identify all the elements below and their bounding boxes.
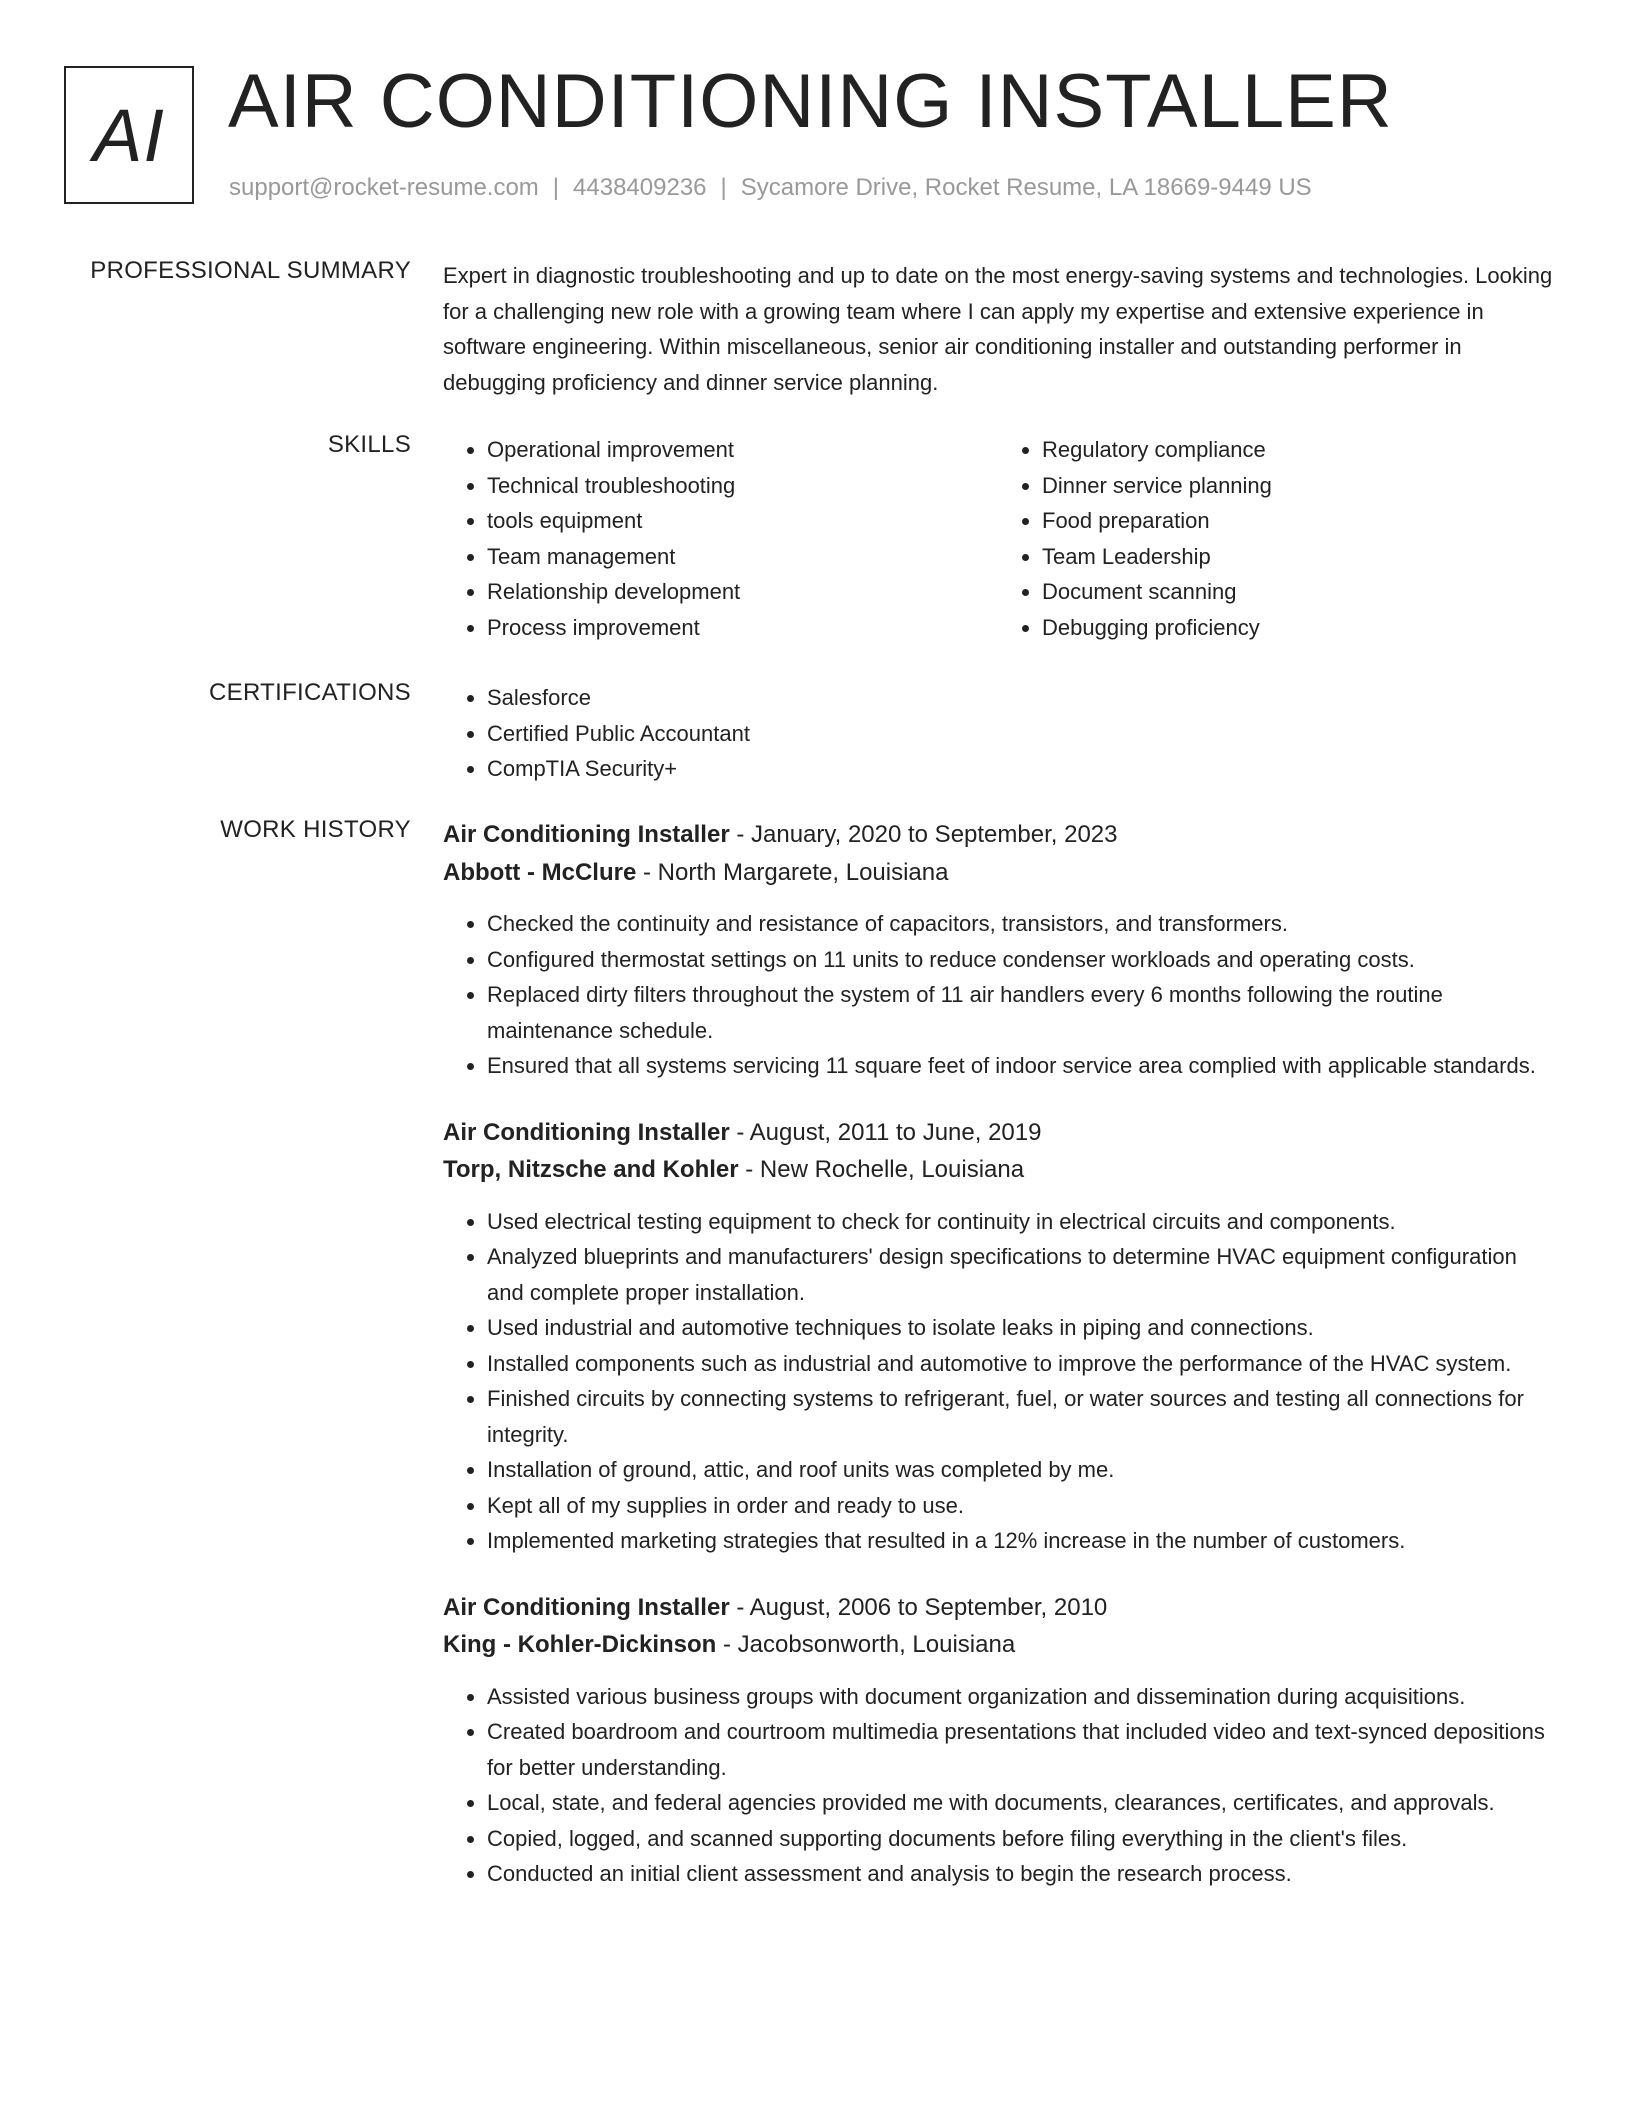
job-company: Abbott - McClure [443, 858, 637, 886]
job-bullet: • Assisted various business groups with document organization and dissemination during acquisitions. [487, 1679, 1553, 1715]
job-bullet: • Local, state, and federal agencies provided me with documents, clearances, certificates, and approvals. [487, 1785, 1553, 1821]
job-bullets [443, 1204, 1553, 1559]
skill-item: • Technical troubleshooting [487, 468, 998, 504]
skill-item: • Dinner service planning [1042, 468, 1553, 504]
contact-email[interactable]: support@rocket-resume.com [229, 174, 539, 201]
job-title-line [443, 816, 1553, 854]
contact-separator: | [720, 174, 727, 201]
skill-item: • Team Leadership [1042, 539, 1553, 575]
certification-item: • Certified Public Accountant [487, 716, 1553, 752]
skill-item: • Regulatory compliance [1042, 432, 1553, 468]
job-company-line [443, 1626, 1553, 1664]
job-bullets [443, 1679, 1553, 1892]
job-bullet: • Analyzed blueprints and manufacturers' design specifications to determine HVAC equipment configuration and complete proper installation. [487, 1239, 1553, 1310]
job-title: Air Conditioning Installer [443, 1593, 730, 1621]
section-label-work-history: WORK HISTORY [220, 816, 411, 843]
job-company-line [443, 854, 1553, 892]
job-bullet: • Finished circuits by connecting systems to refrigerant, fuel, or water sources and testing all connections for integrity. [487, 1381, 1553, 1452]
job-title: Air Conditioning Installer [443, 821, 730, 848]
skill-item: • tools equipment [487, 503, 998, 539]
job-bullet: • Ensured that all systems servicing 11 square feet of indoor service area complied with applicable standards. [487, 1048, 1553, 1084]
job-location: - North Margarete, Louisiana [636, 858, 949, 886]
job-company-line [443, 1151, 1553, 1189]
job-title: Air Conditioning Installer [443, 1118, 730, 1146]
job-bullet: • Used electrical testing equipment to check for continuity in electrical circuits and components. [487, 1204, 1553, 1240]
job-bullet: • Used industrial and automotive techniques to isolate leaks in piping and connections. [487, 1310, 1553, 1346]
job-bullet: • Installation of ground, attic, and roof units was completed by me. [487, 1452, 1553, 1488]
job-title-line [443, 1589, 1553, 1627]
job-bullet: • Conducted an initial client assessment and analysis to begin the research process. [487, 1856, 1553, 1892]
summary-body [443, 258, 1553, 400]
skills-list-left [443, 432, 998, 645]
job-dates: - August, 2006 to September, 2010 [729, 1593, 1108, 1621]
job-company: King - Kohler-Dickinson [443, 1631, 717, 1658]
work-history-body [443, 816, 1553, 1922]
contact-separator: | [552, 174, 560, 201]
job-bullet: • Checked the continuity and resistance of capacitors, transistors, and transformers. [487, 906, 1553, 942]
skill-item: • Process improvement [487, 610, 998, 646]
section-label-skills: SKILLS [327, 431, 411, 458]
job-entry [443, 1589, 1553, 1892]
job-bullet: • Copied, logged, and scanned supporting documents before filing everything in the client's files. [487, 1821, 1553, 1857]
job-dates: - January, 2020 to September, 2023 [729, 821, 1118, 848]
skill-item: • Debugging proficiency [1042, 610, 1553, 646]
resume-title: AIR CONDITIONING INSTALLER [228, 59, 1393, 144]
job-bullet: • Implemented marketing strategies that resulted in a 12% increase in the number of customers. [487, 1523, 1553, 1559]
job-title-line [443, 1114, 1553, 1152]
skill-item: • Team management [487, 539, 998, 575]
certification-item: • Salesforce [487, 680, 1553, 716]
section-label-certifications: CERTIFICATIONS [209, 679, 411, 706]
job-bullet: • Created boardroom and courtroom multimedia presentations that included video and text-synced depositions for better understanding. [487, 1714, 1553, 1785]
job-bullet: • Kept all of my supplies in order and ready to use. [487, 1488, 1553, 1524]
job-company: Torp, Nitzsche and Kohler [443, 1156, 739, 1183]
certifications-body [443, 680, 1553, 787]
job-location: - Jacobsonworth, Louisiana [716, 1631, 1016, 1658]
job-entry [443, 1114, 1553, 1559]
summary-text: Expert in diagnostic troubleshooting and up to date on the most energy-saving systems and technologies. Looking for a challenging new role with a growing team where I can apply my expertise and extensive experience in software engineering. Within miscellaneous, senior air conditioning installer and outstanding performer in debugging proficiency and dinner service planning. [443, 263, 1553, 395]
skill-item: • Food preparation [1042, 503, 1553, 539]
skill-item: • Operational improvement [487, 432, 998, 468]
section-label-summary: PROFESSIONAL SUMMARY [90, 257, 411, 284]
job-bullet: • Replaced dirty filters throughout the system of 11 air handlers every 6 months following the routine maintenance schedule. [487, 977, 1553, 1048]
certification-item: • CompTIA Security+ [487, 751, 1553, 787]
job-dates: - August, 2011 to June, 2019 [729, 1118, 1042, 1146]
job-bullet: • Installed components such as industrial and automotive to improve the performance of the HVAC system. [487, 1346, 1553, 1382]
contact-phone[interactable]: 4438409236 [573, 174, 707, 201]
contact-address: Sycamore Drive, Rocket Resume, LA 18669-9449 US [740, 174, 1312, 201]
skill-item: • Relationship development [487, 574, 998, 610]
job-entry [443, 816, 1553, 1084]
skills-body [443, 432, 1553, 645]
monogram-logo: AI [64, 66, 194, 204]
job-bullet: • Configured thermostat settings on 11 units to reduce condenser workloads and operating costs. [487, 942, 1553, 978]
contact-line [229, 174, 1312, 202]
certifications-list [443, 680, 1553, 787]
skill-item: • Document scanning [1042, 574, 1553, 610]
skills-list-right [998, 432, 1553, 645]
job-location: - New Rochelle, Louisiana [738, 1156, 1025, 1183]
job-bullets [443, 906, 1553, 1084]
